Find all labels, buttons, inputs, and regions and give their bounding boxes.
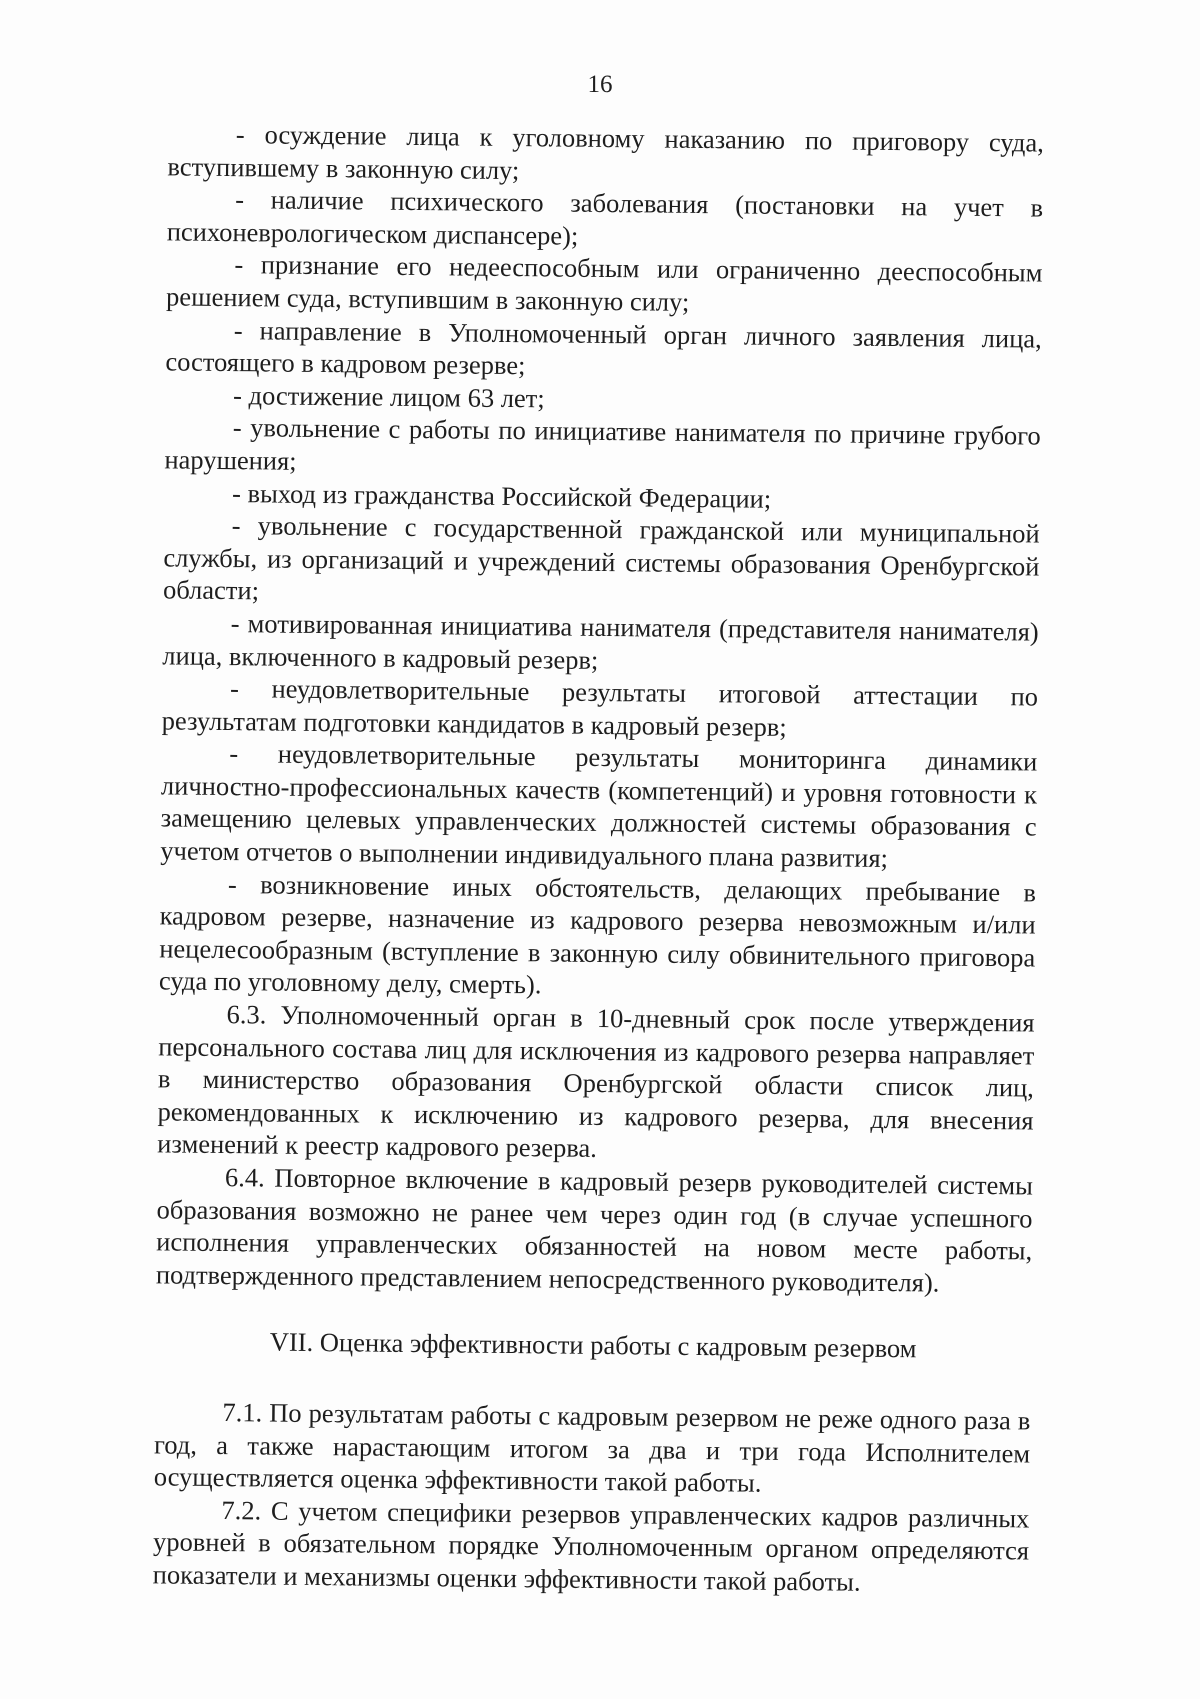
list-item-other-circumstances: - возникновение иных обстоятельств, делающих пребывание в кадровом резерве, назначение из кадрового резерва невозможным и/или нецелесообразным (вступление в законную силу обвинительного приговора суда по уголовному делу, смерть). xyxy=(158,868,1037,1000)
clause-6-3: 6.3. Уполномоченный орган в 10-дневный срок после утверждения персонального состава лиц для исключения из кадрового резерва направляет в министерство образования Оренбургской области список лиц, рекомендованных к исключению из кадрового резерва, для внесения изменений к реестр кадрового резерва. xyxy=(157,999,1035,1164)
list-item-dismissal-service: - увольнение с государственной гражданской или муниципальной службы, из организаций и учреждений системы образования Оренбургской области; xyxy=(162,510,1040,606)
list-item-citizenship: - выход из гражданства Российской Федерации; xyxy=(231,477,772,514)
clause-6-4: 6.4. Повторное включение в кадровый резерв руководителей системы образования возможно не ранее чем через один год (в случае успешного исполнения управленческих обязанностей на новом месте работы, подтвержденного представлением непосредственного руководителя). xyxy=(155,1162,1034,1298)
list-item-conviction: - осуждение лица к уголовному наказанию по приговору суда, вступившему в законную силу; xyxy=(167,119,1044,185)
list-item-personal-application: - направление в Уполномоченный орган личного заявления лица, состоящего в кадровом резерве; xyxy=(165,314,1042,381)
clause-7-2: 7.2. С учетом специфики резервов управленческих кадров различных уровней в обязательном порядке Уполномоченным органом определяются показатели и механизмы оценки эффективности такой работы. xyxy=(152,1494,1030,1597)
list-item-dismissal-violation: - увольнение с работы по инициативе нанимателя по причине грубого нарушения; xyxy=(164,412,1041,476)
list-item-age-limit: - достижение лицом 63 лет; xyxy=(232,379,545,414)
clause-7-1: 7.1. По результатам работы с кадровым резервом не реже одного раза в год, а также нарастающим итогом за два и три года Исполнителем осуществляется оценка эффективности такой работы. xyxy=(153,1397,1031,1498)
section-title: VII. Оценка эффективности работы с кадровым резервом xyxy=(269,1326,917,1364)
list-item-mental-illness: - наличие психического заболевания (постановки на учет в психоневрологическом диспансере); xyxy=(166,184,1044,251)
list-item-monitoring-results: - неудовлетворительные результаты мониторинга динамики личностно-профессиональных качеств (компетенций) и уровня готовности к замещению целевых управленческих должностей системы образования с учетом отчетов о выполнении индивидуального плана развития; xyxy=(160,738,1038,874)
list-item-incapacity: - признание его недееспособным или ограниченно дееспособным решением суда, вступившим в законную силу; xyxy=(165,249,1043,317)
list-item-attestation-results: - неудовлетворительные результаты итоговой аттестации по результатам подготовки кандидатов в кадровый резерв; xyxy=(161,673,1039,742)
document-body xyxy=(153,117,1044,1600)
list-item-employer-initiative: - мотивированная инициатива нанимателя (представителя нанимателя) лица, включенного в кадровый резерв; xyxy=(162,608,1039,675)
page-number: 16 xyxy=(587,71,613,98)
